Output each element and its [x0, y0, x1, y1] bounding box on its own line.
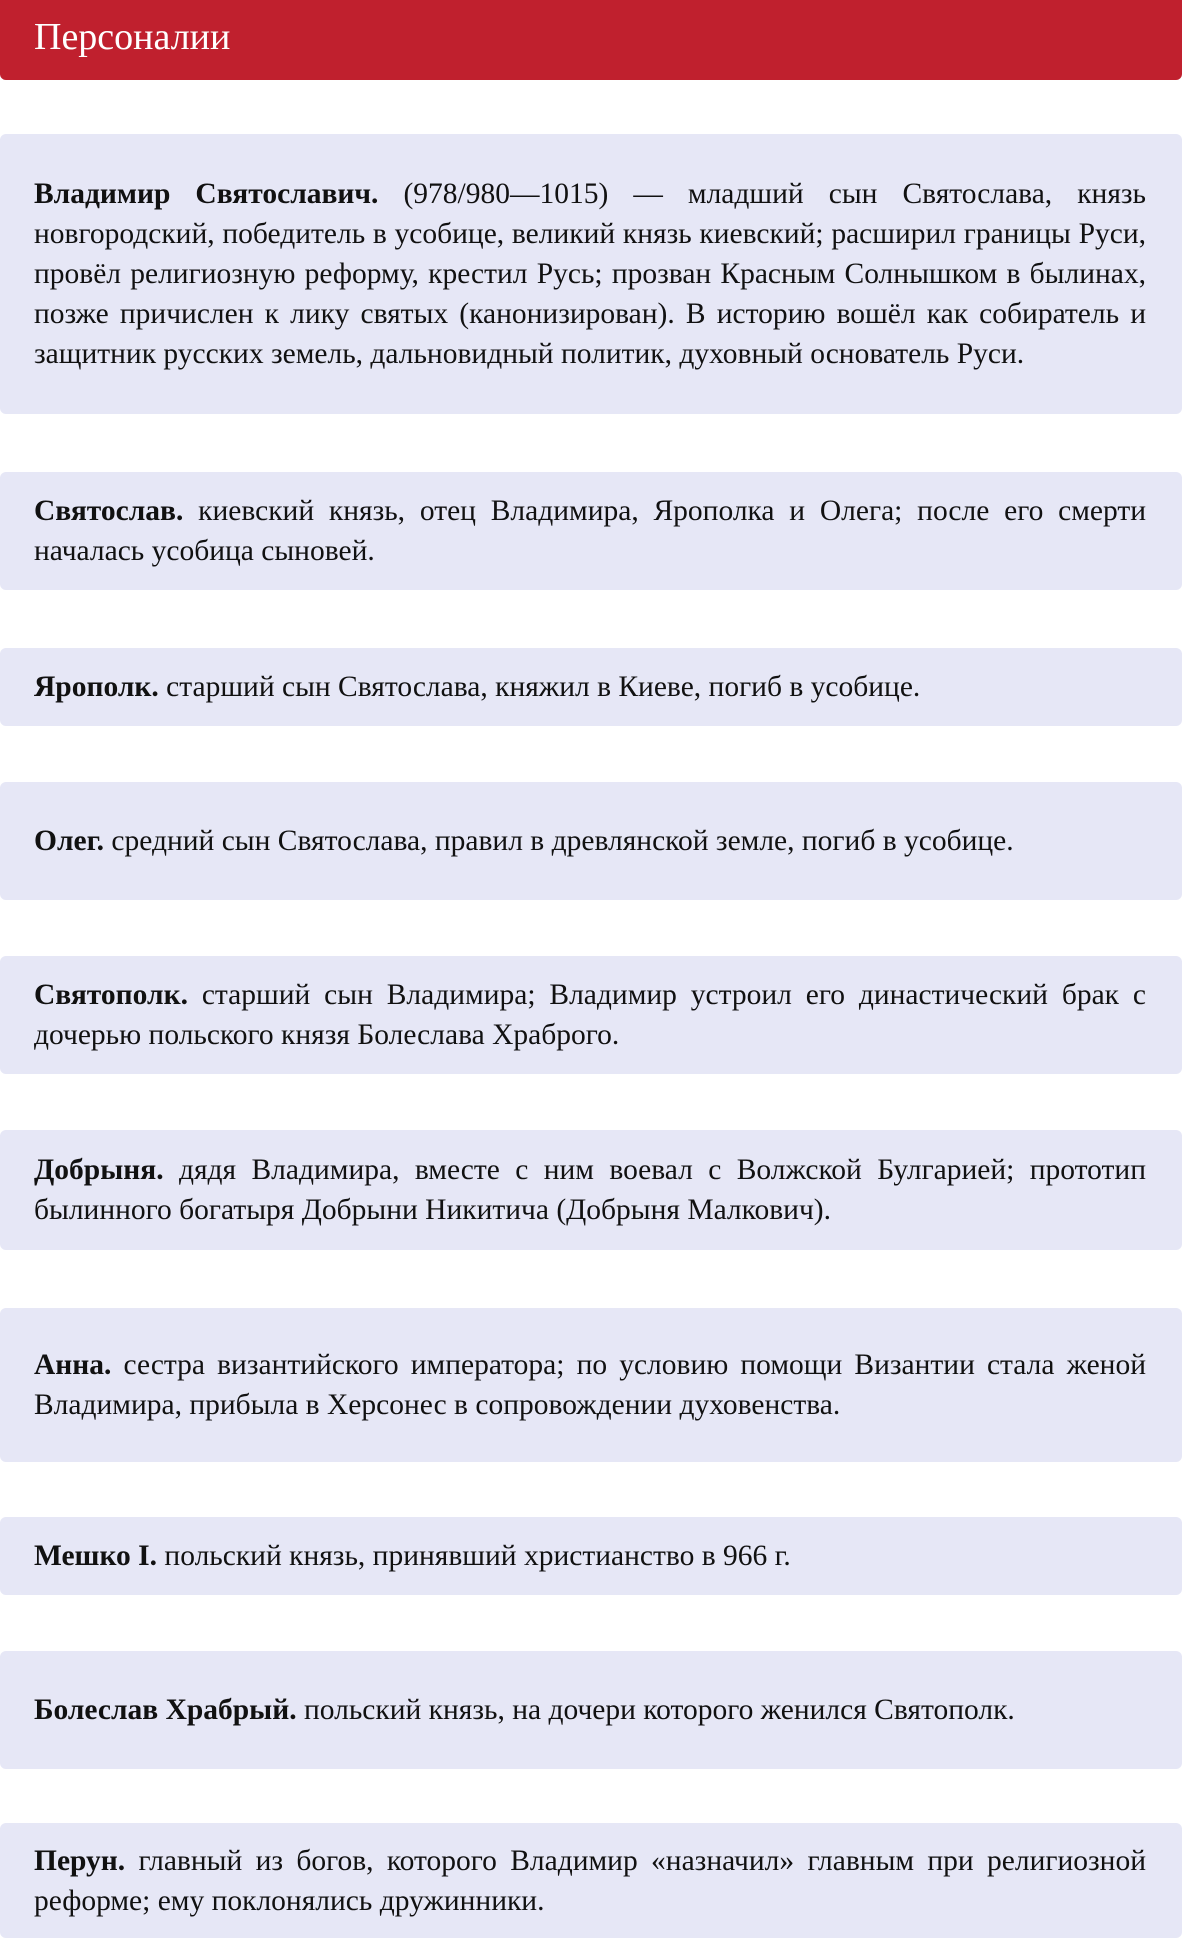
entry-text [34, 1841, 1146, 1921]
entry-card-yaropolk [0, 648, 1182, 726]
entry-description: средний сын Святослава, правил в древлянской земле, погиб в усобице. [111, 825, 1014, 857]
entry-text [34, 491, 1146, 571]
entry-text [34, 975, 1146, 1055]
entry-name: Болеслав Храбрый. [34, 1694, 297, 1726]
entry-card-boleslaw [0, 1651, 1182, 1769]
entry-description: старший сын Святослава, княжил в Киеве, погиб в усобице. [166, 671, 921, 703]
entry-name: Перун. [34, 1844, 126, 1877]
entry-name: Ярополк. [34, 671, 159, 703]
page-title: Персоналии [34, 16, 231, 58]
entry-description: сестра византийского императора; по условию помощи Византии стала женой Владимира, прибыла в Херсонес в сопровождении духовенства. [34, 1349, 1146, 1421]
entry-card-svyatopolk [0, 956, 1182, 1074]
entry-text [34, 174, 1146, 374]
entry-description: польский князь, на дочери которого женился Святополк. [303, 1694, 1015, 1726]
entry-text [34, 1690, 1146, 1730]
entry-card-anna [0, 1308, 1182, 1462]
entry-description: киевский князь, отец Владимира, Ярополка и Олега; после его смерти началась усобица сыновей. [34, 495, 1146, 567]
entry-description: (978/980—1015) — младший сын Святослава, князь новгородский, победитель в усобице, великий князь киевский; расширил границы Руси, провёл религиозную реформу, крестил Русь; прозван Красным Солнышком в былинах, позже причислен к лику святых (канонизирован). В историю вошёл как собиратель и защитник русских земель, дальновидный политик, духовный основатель Руси. [34, 178, 1147, 370]
entry-description: старший сын Владимира; Владимир устроил его династический брак с дочерью польского князя Болеслава Храброго. [34, 979, 1146, 1051]
entry-name: Мешко I. [34, 1540, 158, 1572]
entry-name: Святополк. [34, 979, 188, 1011]
page-header [0, 0, 1182, 80]
entry-text [34, 1536, 1146, 1576]
entry-text [34, 1345, 1146, 1425]
entry-text [34, 1150, 1146, 1230]
entry-card-perun [0, 1823, 1182, 1938]
entry-description: главный из богов, которого Владимир «назначил» главным при религиозной реформе; ему поклонялись дружинники. [34, 1844, 1147, 1917]
entry-card-svyatoslav [0, 472, 1182, 590]
entry-text [34, 667, 1146, 707]
entry-card-mieszko [0, 1517, 1182, 1595]
entry-card-vladimir [0, 134, 1182, 414]
entry-name: Олег. [34, 825, 105, 857]
entry-name: Владимир Святославич. [34, 178, 379, 210]
entry-text [34, 821, 1146, 861]
entry-description: польский князь, принявший христианство в 966 г. [164, 1540, 791, 1572]
entry-card-dobrynya [0, 1130, 1182, 1250]
entry-description: дядя Владимира, вместе с ним воевал с Волжской Булгарией; прототип былинного богатыря Добрыни Никитича (Добрыня Малкович). [34, 1154, 1146, 1226]
entry-name: Добрыня. [34, 1154, 164, 1186]
entry-card-oleg [0, 782, 1182, 900]
entry-name: Анна. [34, 1349, 112, 1381]
entry-name: Святослав. [34, 495, 184, 527]
